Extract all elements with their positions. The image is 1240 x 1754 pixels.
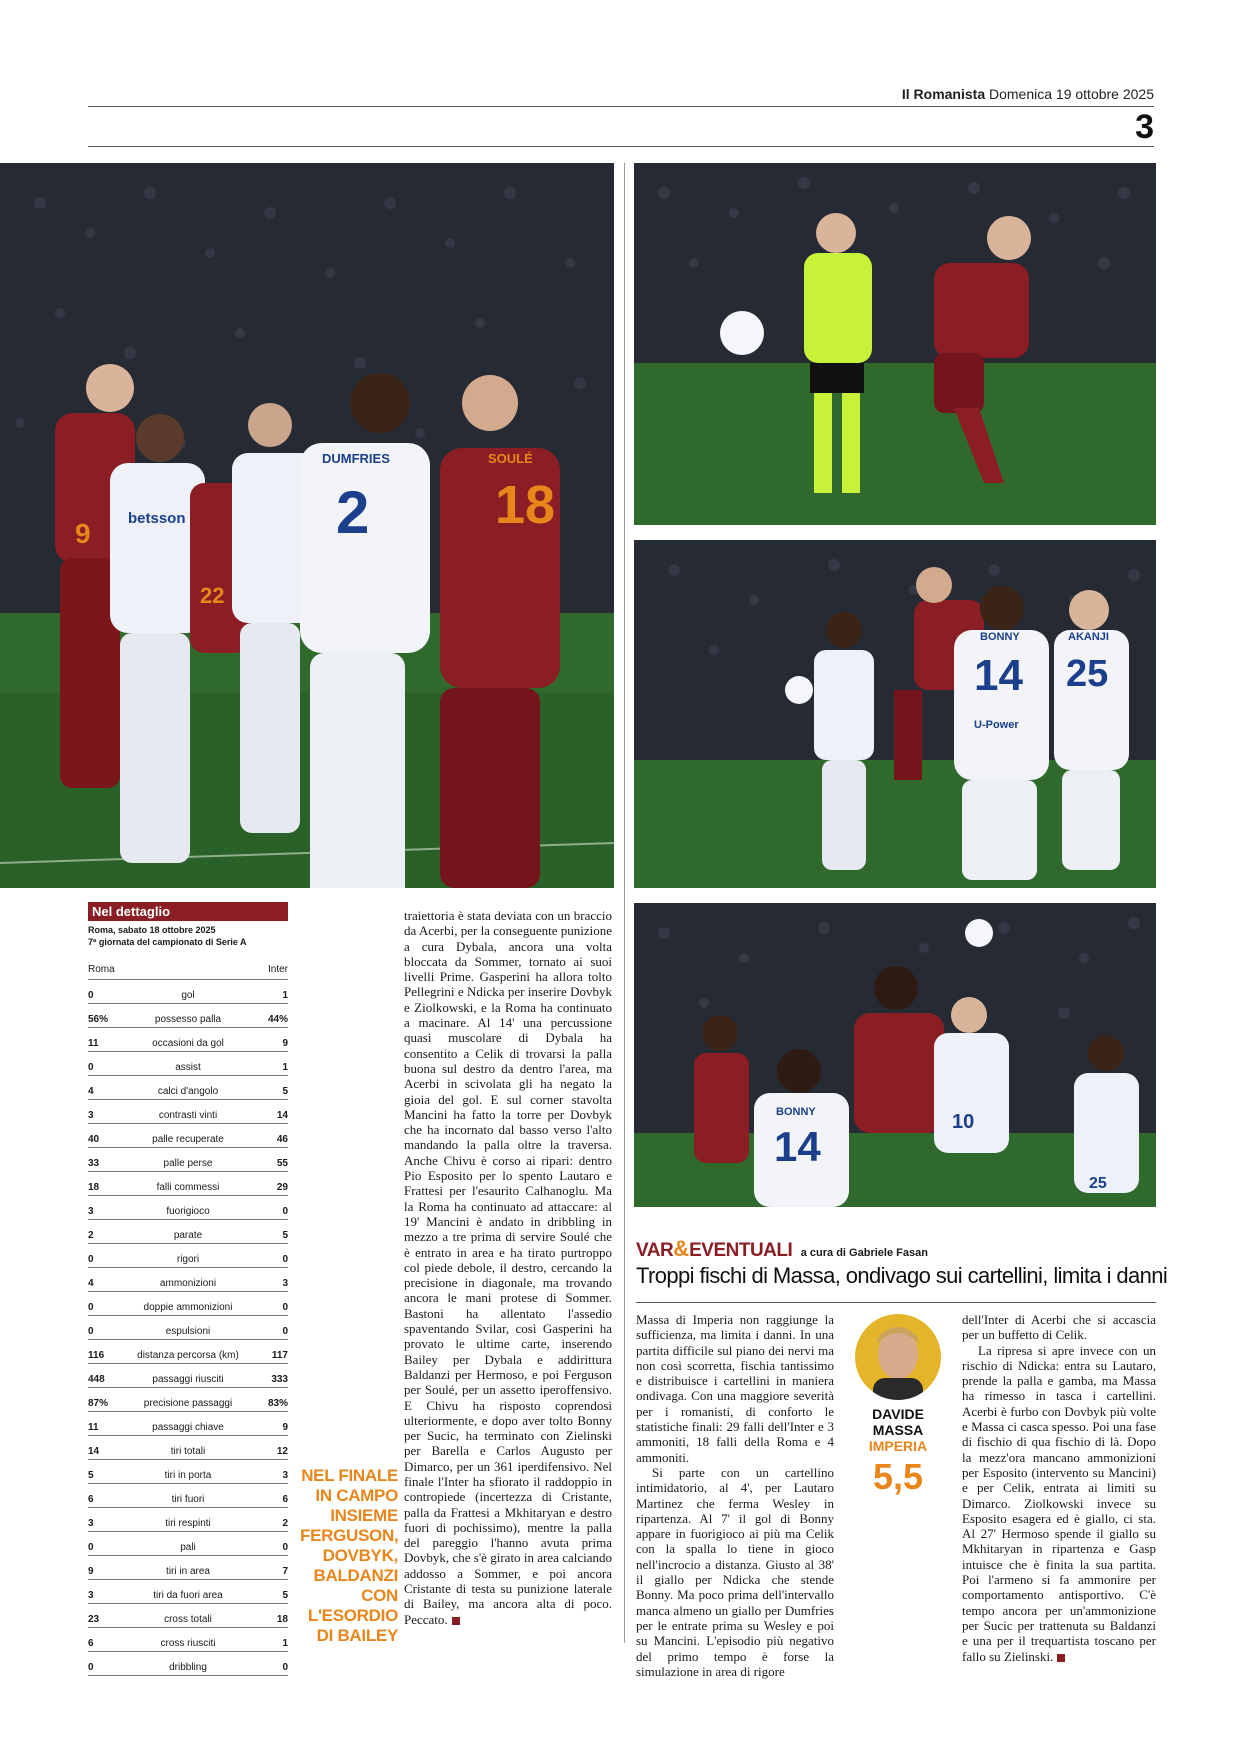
end-mark-icon-2 [1057,1654,1065,1662]
sponsor-logo: betsson [128,510,186,527]
stat-home-value: 87% [88,1398,109,1409]
stat-row [88,1556,288,1580]
stat-row [88,1532,288,1556]
var-paragraph-2: Si parte con un cartellino intimidatorio, al 4', per Lautaro Martinez che ferma Wesley in ripartenza. Al 7' il gol di Bonny appare in fuorigioco ai più ma Celik con la spalla lo tiene in gioco nell'incrocio a distanza. Giusto al 38' il giallo per Ndicka che stende Bonny. Ma poco prima dell'intervallo manca almeno un giallo per Dumfries per le entrate prima su Wesley e poi su Mancini. L'episodio più negativo del primo tempo è forse la simulazione in area di rigore [636,1464,834,1679]
stat-row [88,1172,288,1196]
stat-away-value: 1 [282,1062,288,1073]
var-column-2 [962,1312,1156,1664]
stat-away-value: 5 [282,1086,288,1097]
article-text: traiettoria è stata deviata con un braccio da Acerbi, per la conseguente punizione a cura Dybala, ancora una volta bloccata da Sommer, tornato ai suoi livelli Prime. Gasperini ha allora tolto Pellegrini e Ndicka per inserire Dovbyk e Ziolkowski, e la Roma ha continuato a macinare. Al 14' una percussione quasi muscolare di Dybala ha consentito a Celik di trovarsi la palla buona sul destro da dentro l'area, ma Acerbi in scivolata gli ha negato la gioia del gol. E sul corner stavolta Mancini ha fatto la torre per Dovbyk che ha incornato dal basso verso l'alto mandando la palla oltre la traversa. Anche Chivu è corso ai ripari: dentro Pio Esposito per lo spento Lautaro e Frattesi per l'esaurito Calhanoglu. Ma la Roma ha continuato ad attaccare: al 19' Mancini è andato in dribbling in mezzo a tre prima di servire Soulé che è entrato in area e ha tirato purtroppo col piede debole, il destro, cercando la precisione in diagonale, ma trovando ancora le mani protese di Sommer. Bastoni ha allentato l'assedio spaventando Svilar, così Gasperini ha provato le ultime carte, inserendo Bailey per Dybala e addirittura Baldanzi per Hermoso, e poi Ferguson per Soulé, per un assetto iperoffensivo. E Chivu ha risposto coprendosi ulteriormente, e dopo aver tolto Bonny per Sucic, ha terminato con Zielinski per Barella e Carlos Augusto per Dimarco, per un 361 iperdifensivo. Nel finale l'Inter ha sfiorato il raddoppio in contropiede (incertezza di Cristante, palla da Frattesi a Mkhitaryan e destro fuori di pochissimo), mentre la palla del pareggio l'hanno avuta prima Dovbyk, che s'è girato in area calciando addosso a Sommer, e poi ancora Cristante di testa su punizione laterale di Bailey, ma ancora alta di poco. Peccato. [404,908,612,1627]
jersey-number-18: 18 [495,475,556,535]
stat-home-value: 33 [88,1158,100,1169]
jersey-name-bonny-2: BONNY [776,1106,816,1118]
referee-first-name: DAVIDE [872,1406,924,1422]
var-paragraph-1: Massa di Imperia non raggiunge la sufficienza, ma limita i danni. In una partita difficile sul piano dei nervi ma non così scorretta, fischia tantissimo e distribuisce i cartellini in maniera ondivaga. Con una maggiore severità per i romanisti, di conforto le statistiche finali: 29 falli dell'Inter e 3 ammoniti, 18 falli della Roma e 4 ammoniti. [636,1312,834,1465]
stat-row [88,1628,288,1652]
stat-row [88,1316,288,1340]
stat-home-value: 0 [88,1302,94,1313]
stat-row [88,1028,288,1052]
stat-home-value: 0 [88,1542,94,1553]
stat-row [88,1004,288,1028]
stat-label: palle recuperate [152,1134,224,1145]
stats-title: Nel dettaglio [88,902,288,921]
jersey-number-10: 10 [952,1111,975,1133]
stat-away-value: 46 [276,1134,288,1145]
stat-label: occasioni da gol [152,1038,224,1049]
stat-away-value: 55 [276,1158,288,1169]
stat-away-value: 0 [282,1542,288,1553]
stat-away-value: 12 [276,1446,288,1457]
stat-label: gol [181,990,195,1001]
stat-label: palle perse [163,1158,213,1169]
stat-away-value: 0 [282,1302,288,1313]
stat-home-value: 0 [88,1326,94,1337]
stat-label: precisione passaggi [143,1398,233,1409]
stat-label: fuorigioco [166,1206,210,1217]
var-title-part2: EVENTUALI [689,1240,793,1261]
referee-city: IMPERIA [868,1438,928,1454]
header-rule-top [88,106,1154,107]
stat-home-value: 3 [88,1590,94,1601]
stat-label: distanza percorsa (km) [137,1350,239,1361]
stat-label: falli commessi [156,1182,220,1193]
jersey-number-2: 2 [336,479,370,546]
stat-away-value: 14 [276,1110,288,1121]
stat-row [88,980,288,1004]
stat-row [88,1460,288,1484]
stat-away-value: 44% [267,1014,288,1025]
stat-away-value: 29 [276,1182,288,1193]
stats-match-date: Roma, sabato 18 ottobre 2025 [88,925,216,935]
column-separator [624,163,625,1643]
stat-row [88,1220,288,1244]
var-paragraph-3: dell'Inter di Acerbi che si accascia per un buffetto di Celik. [962,1312,1156,1343]
stat-away-value: 18 [276,1614,288,1625]
referee-grade: 5,5 [872,1456,924,1497]
stat-home-value: 3 [88,1518,94,1529]
stat-away-value: 5 [282,1590,288,1601]
stat-home-value: 0 [88,1062,94,1073]
stat-away-value: 1 [282,990,288,1001]
stat-away-value: 83% [267,1398,288,1409]
photo-header-duel [634,540,1156,888]
stat-label: dribbling [169,1662,207,1673]
stat-away-value: 9 [282,1422,288,1433]
stat-away-value: 0 [282,1326,288,1337]
stats-matchday: 7ª giornata del campionato di Serie A [88,937,247,947]
stat-row [88,1412,288,1436]
stat-home-value: 56% [88,1014,109,1025]
stat-home-value: 6 [88,1638,94,1649]
jersey-number-22: 22 [200,583,225,608]
photo-aerial-challenge [634,903,1156,1207]
var-rule [636,1302,1156,1303]
stat-away-value: 9 [282,1038,288,1049]
stat-away-value: 7 [282,1566,288,1577]
team-away: Inter [267,964,288,975]
referee-card [846,1314,950,1496]
stat-label: tiri in area [166,1566,210,1577]
pull-quote: NEL FINALE IN CAMPO INSIEME FERGUSON, DOVBYK, BALDANZI CON L'ESORDIO DI BAILEY [300,1466,399,1645]
jersey-name-bonny: BONNY [980,631,1020,643]
stat-home-value: 6 [88,1494,94,1505]
stat-label: espulsioni [165,1326,211,1337]
var-byline: a cura di Gabriele Fasan [800,1247,928,1259]
var-column-1 [636,1312,834,1679]
jersey-name-akanji: AKANJI [1068,631,1109,643]
stat-home-value: 11 [88,1038,99,1049]
photo-referee-dybala [634,163,1156,525]
stat-home-value: 4 [88,1086,94,1097]
jersey-number-14-b: 14 [774,1123,821,1170]
stat-home-value: 9 [88,1566,94,1577]
stat-away-value: 6 [282,1494,288,1505]
stat-home-value: 4 [88,1278,94,1289]
stat-away-value: 3 [282,1278,288,1289]
jersey-number-14: 14 [974,651,1023,700]
stat-label: passaggi riusciti [152,1374,224,1385]
stats-rows [88,980,288,1676]
stat-row [88,1484,288,1508]
jersey-number-9: 9 [75,518,91,549]
stat-home-value: 116 [88,1350,105,1361]
stat-away-value: 0 [282,1206,288,1217]
article-column [404,908,612,1627]
stat-row [88,1052,288,1076]
stat-row [88,1124,288,1148]
stat-label: possesso palla [154,1014,222,1025]
stat-row [88,1244,288,1268]
stat-row [88,1148,288,1172]
stat-home-value: 0 [88,990,94,1001]
team-home: Roma [88,964,115,975]
stat-away-value: 0 [282,1254,288,1265]
stat-away-value: 5 [282,1230,288,1241]
stat-home-value: 448 [88,1374,105,1385]
stat-row [88,1196,288,1220]
jersey-number-25-b: 25 [1089,1175,1107,1192]
stat-label: rigori [176,1254,200,1265]
issue-date: Domenica 19 ottobre 2025 [989,86,1154,102]
var-title-amp: & [673,1236,690,1261]
stat-home-value: 2 [88,1230,94,1241]
stat-label: ammonizioni [159,1278,217,1289]
stat-label: assist [175,1062,201,1073]
photo-corner-scrum [0,163,614,888]
end-mark-icon [452,1617,460,1625]
stat-home-value: 11 [88,1422,99,1433]
referee-avatar [855,1314,941,1400]
stat-away-value: 333 [271,1374,288,1385]
stat-away-value: 3 [282,1470,288,1481]
referee-last-name: MASSA [872,1422,924,1438]
page-number: 3 [1135,108,1154,146]
stat-label: passaggi chiave [152,1422,224,1433]
stat-label: pali [180,1542,196,1553]
stat-row [88,1652,288,1676]
stat-row [88,1388,288,1412]
stat-home-value: 5 [88,1470,94,1481]
stat-row [88,1076,288,1100]
header-rule-bottom [88,146,1154,147]
stat-label: tiri in porta [164,1470,212,1481]
sponsor-logo-upower: U-Power [974,719,1019,731]
stat-label: doppie ammonizioni [143,1302,233,1313]
stat-away-value: 0 [282,1662,288,1673]
stat-label: tiri totali [170,1446,206,1457]
paper-name: Il Romanista [901,86,986,102]
stat-home-value: 18 [88,1182,100,1193]
stat-away-value: 2 [282,1518,288,1529]
stat-row [88,1340,288,1364]
jersey-name-soule: SOULÉ [488,451,533,466]
header-line [902,86,1154,102]
stats-team-header [88,964,288,980]
stat-away-value: 117 [271,1350,288,1361]
stat-home-value: 3 [88,1206,94,1217]
stat-label: parate [173,1230,203,1241]
stat-row [88,1292,288,1316]
stat-home-value: 40 [88,1134,100,1145]
stat-row [88,1436,288,1460]
var-headline: Troppi fischi di Massa, ondivago sui cartellini, limita i danni [636,1263,1168,1288]
stat-home-value: 14 [88,1446,100,1457]
var-title-part1: VAR [636,1240,674,1261]
stat-label: tiri da fuori area [153,1590,223,1601]
stat-label: cross totali [164,1614,212,1625]
stat-row [88,1268,288,1292]
stat-label: contrasti vinti [158,1110,218,1121]
stat-label: tiri respinti [165,1518,211,1529]
stat-away-value: 1 [282,1638,288,1649]
stat-row [88,1508,288,1532]
stat-row [88,1580,288,1604]
jersey-name-dumfries: DUMFRIES [322,451,390,466]
stat-home-value: 3 [88,1110,94,1121]
stat-home-value: 23 [88,1614,100,1625]
stat-row [88,1604,288,1628]
jersey-number-25: 25 [1066,653,1109,695]
stat-label: cross riusciti [160,1638,216,1649]
var-section-title [636,1236,928,1262]
stat-home-value: 0 [88,1662,94,1673]
stat-row [88,1364,288,1388]
stat-label: tiri fuori [171,1494,205,1505]
var-paragraph-4: La ripresa si apre invece con un rischio di Ndicka: entra su Lautaro, prende la palla e gamba, ma Massa ha rimesso in tasca i cartellini. Acerbi è furbo con Dovbyk più volte e Massa ci casca spesso. Poi una fase di fischio di qua fischio di là. Dopo la mezz'ora mancano ammonizioni per Esposito (intervento su Mancini) e per Celik, entrata ai limiti su Dimarco. Ziolkowski invece su Esposito esagera ed è giallo, ci sta. Al 27' Hermoso spende il giallo su Mkhitaryan in ripartenza e Gasp intuisce che è finita la sua partita. Poi l'armeno si fa ammonire per comportamento antisportivo. C'è tempo ancora per un'ammonizione per Sucic per trattenuta su Baldanzi e una per il trequartista toscano per fallo su Zielinski. [962,1342,1156,1664]
stat-home-value: 0 [88,1254,94,1265]
stat-label: calci d'angolo [157,1086,219,1097]
stats-box [88,902,288,1676]
stat-row [88,1100,288,1124]
